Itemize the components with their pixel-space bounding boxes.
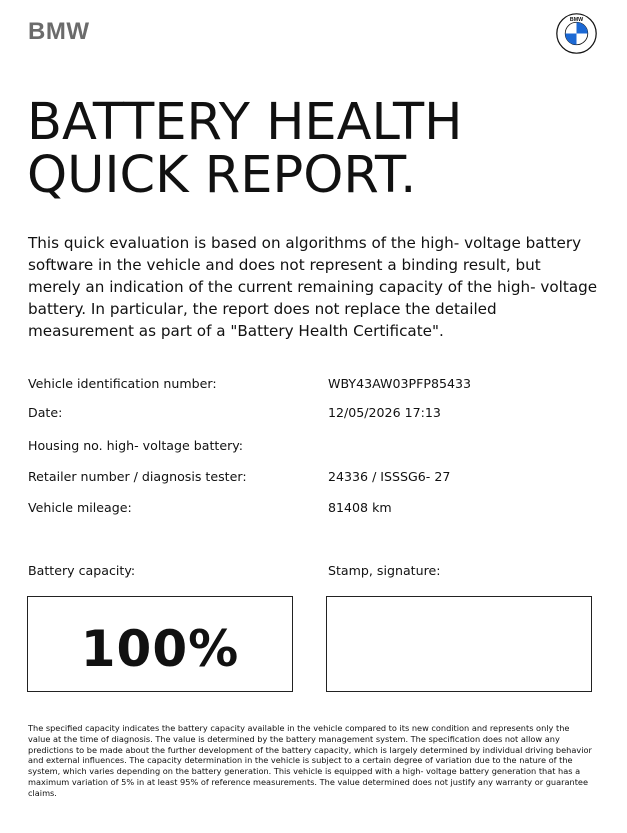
stamp-signature-label: Stamp, signature:: [328, 563, 441, 578]
battery-capacity-label: Battery capacity:: [28, 563, 136, 578]
detail-row-vin: [28, 376, 598, 394]
detail-row-mileage: [28, 500, 598, 518]
page-title: [27, 93, 463, 205]
intro-paragraph: This quick evaluation is based on algorithms of the high- voltage battery software in the vehicle and does not represent a binding result, but merely an indication of the current remaining capacity of the high- voltage battery. In particular, the report does not replace the detailed measurement as part of a "Battery Health Certificate".: [28, 234, 598, 340]
title-line-1: BATTERY HEALTH: [27, 93, 463, 152]
title-line-2: QUICK REPORT.: [27, 146, 417, 205]
bmw-roundel-icon: [556, 13, 597, 54]
detail-row-housing: [28, 438, 598, 456]
stamp-signature-box: [326, 596, 592, 692]
retailer-value: 24336 / ISSSG6- 27: [328, 469, 451, 484]
housing-label: Housing no. high- voltage battery:: [28, 438, 244, 453]
detail-row-date: [28, 405, 598, 423]
vin-value: WBY43AW03PFP85433: [328, 376, 472, 391]
mileage-label: Vehicle mileage:: [28, 500, 132, 515]
mileage-value: 81408 km: [328, 500, 392, 515]
retailer-label: Retailer number / diagnosis tester:: [28, 469, 247, 484]
detail-row-retailer: [28, 469, 598, 487]
date-value: 12/05/2026 17:13: [328, 405, 441, 420]
battery-capacity-value: 100%: [80, 620, 240, 678]
logo-text: BMW: [569, 16, 584, 23]
battery-capacity-box: [27, 596, 293, 692]
vin-label: Vehicle identification number:: [28, 376, 217, 391]
footnote-disclaimer: The specified capacity indicates the battery capacity available in the vehicle compared to its new condition and represents only the value at the time of diagnosis. The value is determined by the battery management system. The specification does not allow any predictions to be made about the further development of the battery capacity, which is largely determined by individual driving behavior and external influences. The capacity determination in the vehicle is subject to a certain degree of variation due to the nature of the system, which varies depending on the battery generation. This vehicle is equipped with a high- voltage battery generation that has a maximum variation of 5% in at least 95% of reference measurements. The value determined does not justify any warranty or guarantee claims.: [28, 723, 592, 798]
date-label: Date:: [28, 405, 63, 420]
brand-wordmark: BMW: [28, 18, 90, 45]
